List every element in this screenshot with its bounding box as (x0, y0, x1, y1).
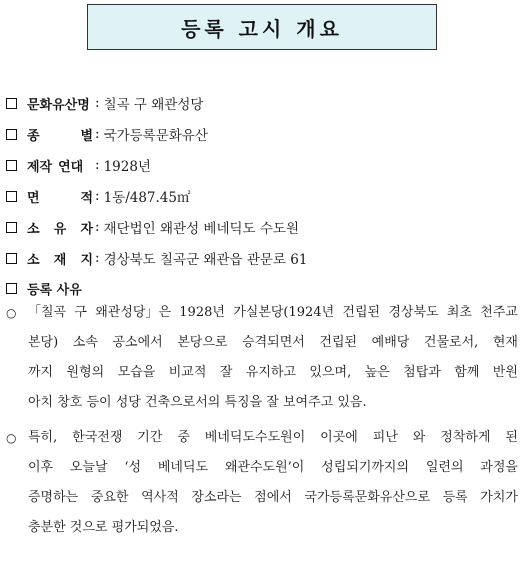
field-value: 1928년 (103, 159, 151, 175)
section-heading-row (6, 279, 82, 298)
paragraph-line: 아치 창호 등이 성당 건축으로서의 특징을 잘 보여주고 있음. (28, 395, 367, 410)
field-row-era: 제작 연대 : 1928년 (6, 155, 151, 175)
paragraph-line: 본당) 소속 공소에서 본당으로 승격되면서 건립된 예배당 건물로서, 현재 (28, 335, 518, 350)
checkbox-square-icon (6, 283, 17, 294)
field-label: 면 적 (27, 190, 93, 206)
field-value: 칠곡 구 왜관성당 (103, 97, 204, 113)
field-value: 재단법인 왜관성 베네딕도 수도원 (103, 221, 300, 237)
checkbox-square-icon (6, 129, 17, 140)
reason-paragraph-1 (6, 298, 518, 418)
field-row-area: 면 적 : 1동/487.45㎡ (6, 186, 190, 206)
page-title: 등록 고시 개요 (87, 4, 437, 50)
reason-paragraph-2 (6, 423, 518, 543)
field-label: 소 유 자 (27, 221, 93, 237)
field-label: 종 별 (27, 128, 93, 144)
field-row-owner: 소 유 자 : 재단법인 왜관성 베네딕도 수도원 (6, 217, 299, 237)
field-value: 경상북도 칠곡군 왜관읍 관문로 61 (103, 252, 308, 268)
field-row-location: 소 재 지 : 경상북도 칠곡군 왜관읍 관문로 61 (6, 248, 307, 268)
checkbox-square-icon (6, 191, 17, 202)
checkbox-square-icon (6, 98, 17, 109)
circle-bullet-icon: ○ (6, 431, 17, 445)
paragraph-line: 이후 오늘날 ‘성 베네딕도 왜관수도원’이 성립되기까지의 일련의 과정을 (28, 460, 518, 475)
field-label: 제작 연대 (27, 159, 84, 175)
field-row-category: 종 별 : 국가등록문화유산 (6, 124, 208, 144)
field-label: 문화유산명 (27, 97, 90, 113)
field-value: 국가등록문화유산 (103, 128, 208, 144)
section-heading: 등록 사유 (27, 283, 82, 298)
paragraph-line: 까지 원형의 모습을 비교적 잘 유지하고 있으며, 높은 첨탑과 함께 반원 (28, 365, 518, 380)
paragraph-line: 특히, 한국전쟁 기간 중 베네딕도수도원이 이곳에 피난 와 정착하게 된 (28, 430, 518, 445)
field-label: 소 재 지 (27, 252, 93, 268)
paragraph-line: 증명하는 중요한 역사적 장소라는 점에서 국가등록문화유산으로 등록 가치가 (28, 490, 518, 505)
checkbox-square-icon (6, 160, 17, 171)
checkbox-square-icon (6, 253, 17, 264)
checkbox-square-icon (6, 222, 17, 233)
paragraph-line: 충분한 것으로 평가되었음. (28, 520, 179, 535)
circle-bullet-icon: ○ (6, 306, 17, 320)
paragraph-line: 「칠곡 구 왜관성당」은 1928년 가실본당(1924년 건립된 경상북도 최초 천주교 (28, 305, 518, 320)
field-value: 1동/487.45㎡ (103, 190, 191, 206)
field-row-name: 문화유산명 : 칠곡 구 왜관성당 (6, 93, 203, 113)
